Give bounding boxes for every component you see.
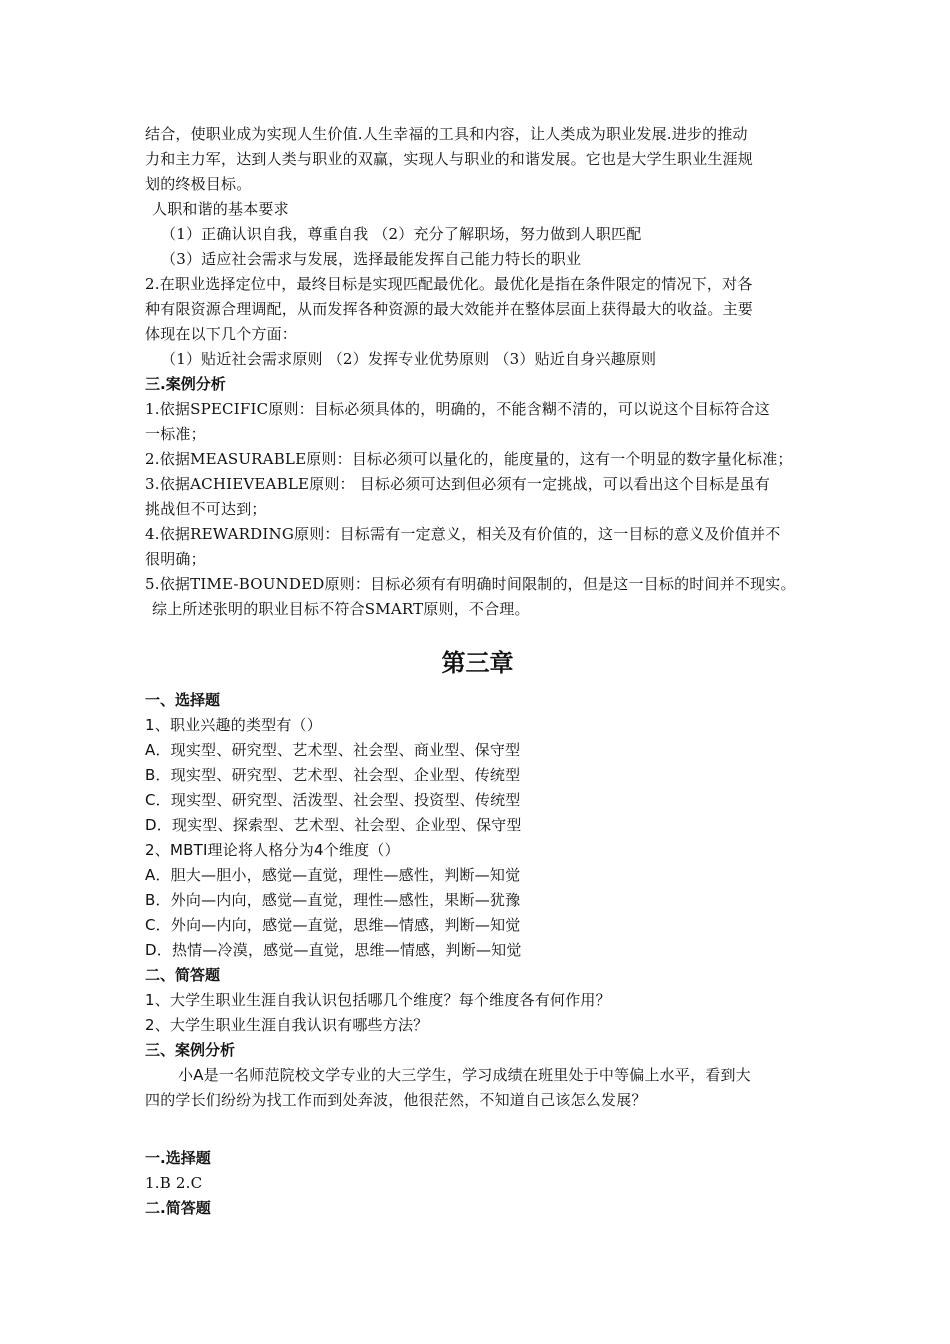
chapter-title: 第三章 (441, 649, 514, 677)
paragraph-line: 结合，使职业成为实现人生价值.人生幸福的工具和内容，让人类成为职业发展.进步的推动 (145, 125, 748, 143)
paragraph-line: 种有限资源合理调配，从而发挥各种资源的最大效能并在整体层面上获得最大的收益。主要 (145, 300, 754, 318)
list-line: （3）适应社会需求与发展，选择最能发挥自己能力特长的职业 (161, 250, 582, 268)
paragraph-line: 一标准； (145, 425, 206, 443)
subheading: 人职和谐的基本要求 (152, 200, 289, 218)
section-heading-multiple-choice: 一、选择题 (145, 691, 221, 709)
question: 1、职业兴趣的类型有（） (145, 716, 322, 734)
option: C．外向—内向，感觉—直觉，思维—情感，判断—知觉 (145, 916, 521, 934)
list-line: （1）贴近社会需求原则 （2）发挥专业优势原则 （3）贴近自身兴趣原则 (161, 350, 657, 368)
section-heading-case-analysis-2: 三、案例分析 (145, 1041, 236, 1059)
section-heading-case-analysis: 三.案例分析 (145, 375, 226, 393)
option: D．热情—冷漠，感觉—直觉，思维—情感，判断—知觉 (145, 941, 522, 959)
paragraph-line: 2.在职业选择定位中，最终目标是实现匹配最优化。最优化是指在条件限定的情况下，对各 (145, 275, 753, 293)
option: A．胆大—胆小，感觉—直觉，理性—感性，判断—知觉 (145, 866, 521, 884)
question: 2、MBTI理论将人格分为4个维度（） (145, 841, 400, 859)
option: B．外向—内向，感觉—直觉，理性—感性，果断—犹豫 (145, 891, 521, 909)
paragraph-line: 1.依据SPECIFIC原则：目标必须具体的，明确的，不能含糊不清的，可以说这个目标符合这 (145, 400, 770, 418)
answer-heading-short-answer: 二.简答题 (145, 1199, 211, 1217)
question: 1、大学生职业生涯自我认识包括哪几个维度？每个维度各有何作用？ (145, 991, 611, 1009)
list-line: （1）正确认识自我，尊重自我 （2）充分了解职场，努力做到人职匹配 (161, 225, 642, 243)
option: D．现实型、探索型、艺术型、社会型、企业型、保守型 (145, 816, 522, 834)
paragraph-line: 力和主力军，达到人类与职业的双赢，实现人与职业的和谐发展。它也是大学生职业生涯规 (145, 150, 754, 168)
paragraph-line: 综上所述张明的职业目标不符合SMART原则，不合理。 (152, 600, 530, 618)
paragraph-line: 2.依据MEASURABLE原则：目标必须可以量化的，能度量的，这有一个明显的数字量化标准； (145, 450, 793, 468)
paragraph-line: 小A是一名师范院校文学专业的大三学生，学习成绩在班里处于中等偏上水平，看到大 (178, 1066, 751, 1084)
paragraph-line: 划的终极目标。 (145, 175, 252, 193)
paragraph-line: 4.依据REWARDING原则：目标需有一定意义，相关及有价值的，这一目标的意义及价值并不 (145, 525, 781, 543)
option: B．现实型、研究型、艺术型、社会型、企业型、传统型 (145, 766, 521, 784)
option: A．现实型、研究型、艺术型、社会型、商业型、保守型 (145, 741, 521, 759)
paragraph-line: 挑战但不可达到； (145, 500, 267, 518)
answer-line: 1.B 2.C (145, 1174, 203, 1192)
paragraph-line: 体现在以下几个方面： (145, 325, 298, 343)
question: 2、大学生职业生涯自我认识有哪些方法？ (145, 1016, 429, 1034)
paragraph-line: 很明确； (145, 550, 206, 568)
answer-heading-multiple-choice: 一.选择题 (145, 1149, 211, 1167)
section-heading-short-answer: 二、简答题 (145, 966, 221, 984)
paragraph-line: 3.依据ACHIEVEABLE原则： 目标必须可达到但必须有一定挑战，可以看出这个目标是虽有 (145, 475, 771, 493)
paragraph-line: 5.依据TIME-BOUNDED原则：目标必须有有明确时间限制的，但是这一目标的时间并不现实。 (145, 575, 796, 593)
paragraph-line: 四的学长们纷纷为找工作而到处奔波，他很茫然，不知道自己该怎么发展？ (145, 1091, 647, 1109)
option: C．现实型、研究型、活泼型、社会型、投资型、传统型 (145, 791, 521, 809)
document-page (145, 122, 810, 1221)
